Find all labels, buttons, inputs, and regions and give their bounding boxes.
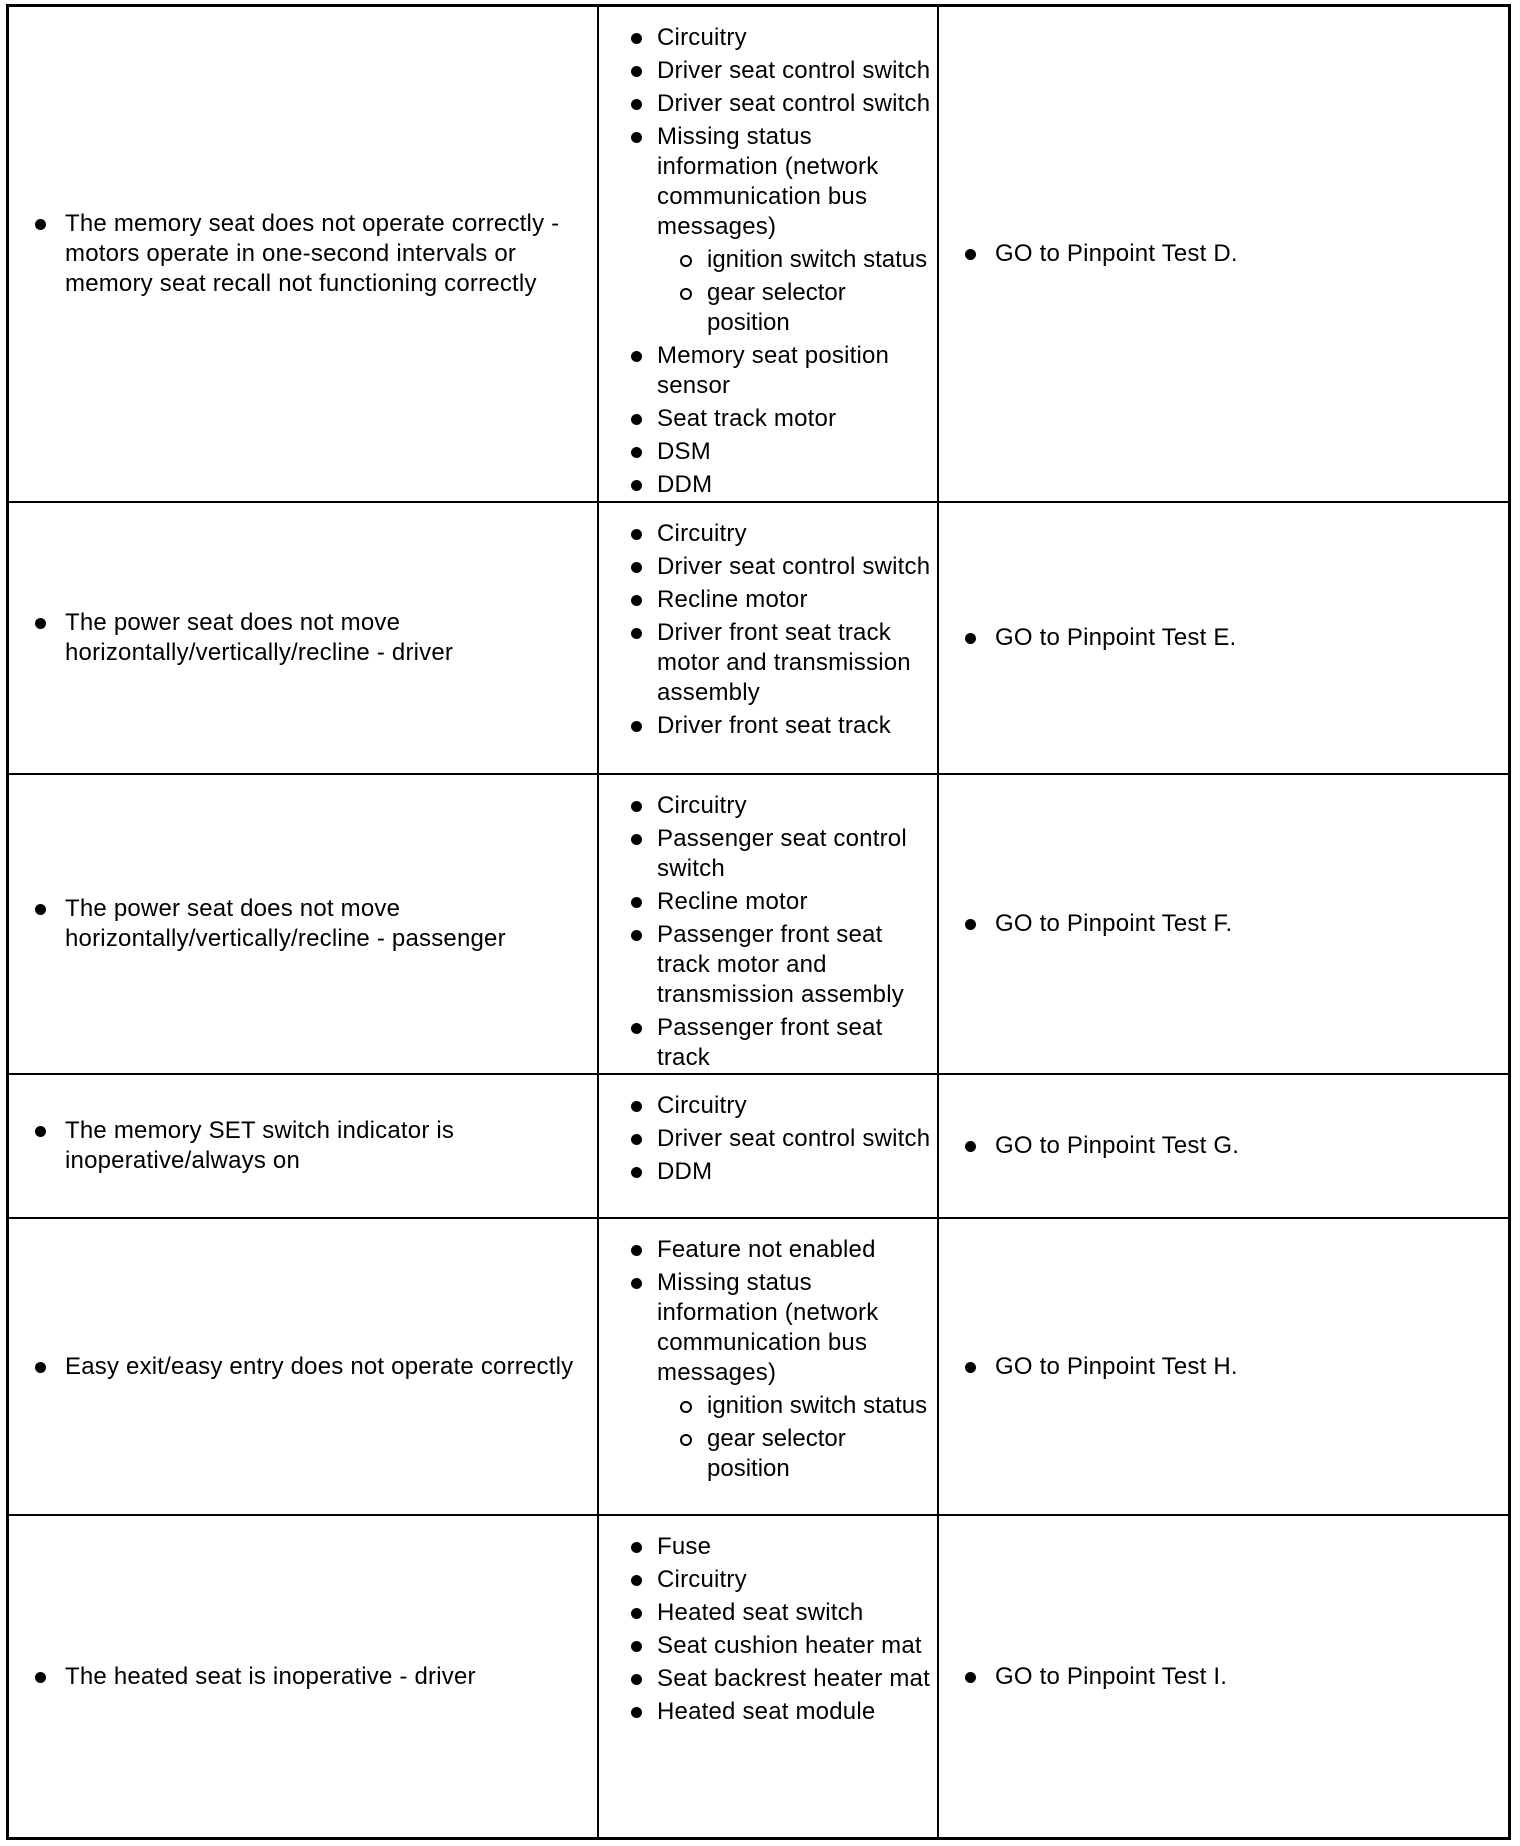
symptom-cell	[9, 775, 599, 1073]
subcause-text: ignition switch status	[707, 1392, 928, 1419]
hollow-bullet-icon	[680, 255, 692, 267]
bullet-icon	[631, 595, 642, 606]
cause-text: Driver front seat track	[657, 712, 891, 739]
action-text: GO to Pinpoint Test F.	[995, 910, 1233, 937]
bullet-icon	[965, 1672, 976, 1683]
table-row	[9, 503, 1508, 775]
bullet-icon	[631, 801, 642, 812]
list-item	[599, 341, 937, 401]
list-item	[599, 585, 937, 615]
bullet-icon	[35, 1126, 46, 1137]
list-item	[939, 1662, 1227, 1692]
bullet-icon	[631, 628, 642, 639]
possible-sources-cell	[599, 7, 939, 501]
bullet-icon	[631, 99, 642, 110]
bullet-icon	[631, 1674, 642, 1685]
subcause-text: gear selector position	[707, 1425, 846, 1482]
list-item	[9, 1352, 597, 1382]
bullet-icon	[631, 33, 642, 44]
list-item	[9, 894, 597, 954]
symptom-text: The heated seat is inoperative - driver	[65, 1662, 476, 1690]
cause-text: Driver seat control switch	[657, 90, 931, 117]
bullet-icon	[631, 66, 642, 77]
bullet-icon	[631, 414, 642, 425]
action-cell	[939, 1219, 1508, 1514]
bullet-icon	[631, 480, 642, 491]
list-item	[599, 1235, 937, 1265]
symptom-text: The power seat does not move horizontally/vertically/recline - driver	[65, 609, 454, 666]
bullet-icon	[631, 897, 642, 908]
bullet-icon	[35, 904, 46, 915]
sub-list-item	[599, 245, 937, 275]
cause-text: Circuitry	[657, 520, 747, 547]
list-item	[939, 1131, 1239, 1161]
symptom-text: Easy exit/easy entry does not operate correctly	[65, 1352, 574, 1380]
symptom-text: The power seat does not move horizontally/vertically/recline - passenger	[65, 895, 506, 952]
bullet-icon	[631, 1134, 642, 1145]
list-item	[599, 437, 937, 467]
list-item	[599, 1124, 937, 1154]
cause-text: Circuitry	[657, 1092, 747, 1119]
list-item	[599, 791, 937, 821]
bullet-icon	[631, 1542, 642, 1553]
cause-text: Driver seat control switch	[657, 57, 931, 84]
bullet-icon	[631, 1641, 642, 1652]
bullet-icon	[631, 351, 642, 362]
list-item	[599, 519, 937, 549]
list-item	[599, 618, 937, 708]
subcause-text: ignition switch status	[707, 246, 928, 273]
bullet-icon	[631, 930, 642, 941]
list-item	[939, 623, 1236, 653]
bullet-icon	[35, 1672, 46, 1683]
cause-text: Heated seat module	[657, 1698, 876, 1725]
list-item	[9, 1662, 597, 1692]
possible-sources-cell	[599, 1219, 939, 1514]
table-row	[9, 7, 1508, 503]
cause-text: Fuse	[657, 1533, 712, 1560]
action-cell	[939, 1516, 1508, 1837]
bullet-icon	[965, 249, 976, 260]
cause-text: DDM	[657, 1158, 713, 1185]
action-text: GO to Pinpoint Test H.	[995, 1352, 1238, 1380]
sub-list-item	[599, 1391, 937, 1421]
action-cell	[939, 775, 1508, 1073]
list-item	[599, 122, 937, 242]
bullet-icon	[631, 562, 642, 573]
list-item	[939, 239, 1238, 269]
action-cell	[939, 1075, 1508, 1217]
cause-text: Circuitry	[657, 1566, 747, 1593]
symptom-cell	[9, 1219, 599, 1514]
action-cell	[939, 7, 1508, 501]
cause-text: Driver front seat track motor and transmission assembly	[657, 619, 911, 706]
list-item	[599, 1268, 937, 1388]
list-item	[599, 1664, 937, 1694]
list-item	[599, 1631, 937, 1661]
bullet-icon	[631, 721, 642, 732]
possible-sources-cell	[599, 1516, 939, 1837]
hollow-bullet-icon	[680, 288, 692, 300]
cause-text: Recline motor	[657, 888, 808, 915]
hollow-bullet-icon	[680, 1434, 692, 1446]
bullet-icon	[965, 1141, 976, 1152]
cause-text: Driver seat control switch	[657, 1125, 931, 1152]
bullet-icon	[631, 1023, 642, 1034]
symptom-cell	[9, 1075, 599, 1217]
cause-text: Memory seat position sensor	[657, 342, 890, 399]
action-text: GO to Pinpoint Test E.	[995, 624, 1237, 651]
list-item	[599, 1697, 937, 1727]
list-item	[599, 89, 937, 119]
list-item	[599, 56, 937, 86]
symptom-text: The memory seat does not operate correctly - motors operate in one-second intervals or memory seat recall not functioning correctly	[65, 210, 560, 297]
list-item	[939, 909, 1232, 939]
cause-text: Missing status information (network communication bus messages)	[657, 1269, 879, 1386]
list-item	[599, 470, 937, 500]
possible-sources-cell	[599, 1075, 939, 1217]
list-item	[599, 1532, 937, 1562]
cause-text: Seat cushion heater mat	[657, 1632, 922, 1659]
symptom-cell	[9, 503, 599, 773]
cause-text: Missing status information (network communication bus messages)	[657, 123, 879, 240]
list-item	[9, 1116, 597, 1176]
action-text: GO to Pinpoint Test D.	[995, 240, 1238, 267]
bullet-icon	[631, 1707, 642, 1718]
list-item	[599, 404, 937, 434]
cause-text: Feature not enabled	[657, 1236, 876, 1263]
list-item	[599, 552, 937, 582]
bullet-icon	[965, 919, 976, 930]
possible-sources-cell	[599, 503, 939, 773]
bullet-icon	[965, 633, 976, 644]
cause-text: Passenger front seat track motor and transmission assembly	[657, 921, 904, 1008]
list-item	[599, 1598, 937, 1628]
possible-sources-cell	[599, 775, 939, 1073]
bullet-icon	[631, 1245, 642, 1256]
cause-text: DSM	[657, 438, 711, 465]
list-item	[599, 1013, 937, 1073]
list-item	[599, 920, 937, 1010]
symptom-cell	[9, 1516, 599, 1837]
table-row	[9, 775, 1508, 1075]
bullet-icon	[35, 219, 46, 230]
sub-list-item	[599, 1424, 937, 1484]
list-item	[9, 209, 597, 299]
list-item	[939, 1352, 1238, 1382]
list-item	[599, 1565, 937, 1595]
bullet-icon	[631, 1278, 642, 1289]
list-item	[599, 887, 937, 917]
bullet-icon	[631, 447, 642, 458]
sub-list-item	[599, 278, 937, 338]
symptom-cell	[9, 7, 599, 501]
bullet-icon	[35, 1362, 46, 1373]
bullet-icon	[631, 1101, 642, 1112]
cause-text: DDM	[657, 471, 713, 498]
symptom-chart-table	[6, 4, 1511, 1840]
symptom-text: The memory SET switch indicator is inoperative/always on	[65, 1117, 455, 1174]
list-item	[599, 824, 937, 884]
hollow-bullet-icon	[680, 1401, 692, 1413]
action-cell	[939, 503, 1508, 773]
table-row	[9, 1219, 1508, 1516]
bullet-icon	[631, 1167, 642, 1178]
cause-text: Heated seat switch	[657, 1599, 864, 1626]
cause-text: Driver seat control switch	[657, 553, 931, 580]
cause-text: Passenger seat control switch	[657, 825, 907, 882]
table-row	[9, 1075, 1508, 1219]
cause-text: Circuitry	[657, 792, 747, 819]
list-item	[599, 1157, 937, 1187]
subcause-text: gear selector position	[707, 279, 846, 336]
bullet-icon	[631, 834, 642, 845]
list-item	[9, 608, 597, 668]
action-text: GO to Pinpoint Test G.	[995, 1132, 1240, 1159]
cause-text: Seat track motor	[657, 405, 837, 432]
list-item	[599, 1091, 937, 1121]
bullet-icon	[35, 618, 46, 629]
bullet-icon	[631, 529, 642, 540]
action-text: GO to Pinpoint Test I.	[995, 1662, 1228, 1690]
cause-text: Circuitry	[657, 24, 747, 51]
list-item	[599, 711, 937, 741]
cause-text: Passenger front seat track	[657, 1014, 883, 1071]
bullet-icon	[631, 1608, 642, 1619]
bullet-icon	[631, 1575, 642, 1586]
table-row	[9, 1516, 1508, 1837]
list-item	[599, 23, 937, 53]
cause-text: Recline motor	[657, 586, 808, 613]
bullet-icon	[631, 132, 642, 143]
bullet-icon	[965, 1362, 976, 1373]
cause-text: Seat backrest heater mat	[657, 1665, 930, 1692]
